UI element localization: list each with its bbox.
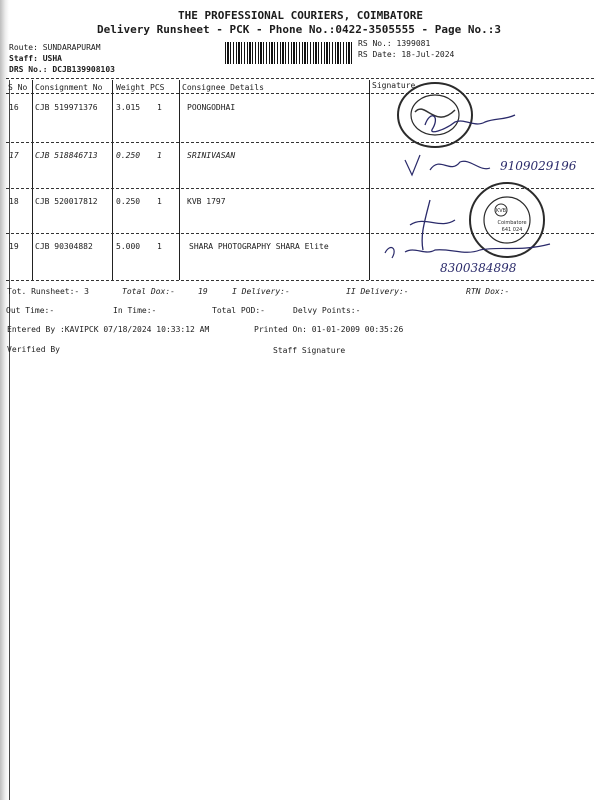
col-header-consignment: Consignment No — [35, 83, 103, 92]
rtn-dox: RTN Dox:- — [466, 287, 510, 296]
drs-label: DRS No.: — [9, 65, 48, 74]
staff-line — [9, 54, 62, 63]
col-header-consignee: Consignee Details — [182, 83, 264, 92]
column-divider — [112, 80, 113, 280]
signature-1-icon — [415, 100, 525, 140]
col-header-weight: Weight — [116, 83, 145, 92]
ii-delivery: II Delivery:- — [346, 287, 409, 296]
column-divider — [369, 80, 370, 280]
col-header-pcs: PCS — [150, 83, 165, 92]
staff-value: USHA — [42, 54, 62, 63]
runsheet-subtitle: Delivery Runsheet - PCK - Phone No.:0422-3505555 - Page No.:3 — [97, 23, 501, 36]
rs-no-line — [358, 39, 430, 48]
row-16-weight: 3.015 — [116, 103, 141, 112]
col-header-signature: Signature — [372, 81, 416, 90]
route-value: SUNDARAPURAM — [42, 43, 101, 52]
row-18-consignee: KVB 1797 — [187, 197, 226, 206]
row-17-pcs: 1 — [157, 151, 162, 160]
scan-edge-shadow — [0, 0, 9, 800]
column-divider — [179, 80, 180, 280]
rs-date-value: 18-Jul-2024 — [401, 50, 455, 59]
table-top-rule — [6, 78, 594, 79]
rs-no-label: RS No.: — [358, 39, 392, 48]
drs-line — [9, 65, 115, 74]
row-17-consignee: SRINIVASAN — [187, 151, 236, 160]
row-19-weight: 5.000 — [116, 242, 141, 251]
total-dox-value: 19 — [198, 287, 208, 296]
row-18-weight: 0.250 — [116, 197, 141, 206]
row-17-consignment: CJB 518846713 — [35, 151, 98, 160]
col-header-sno: S No — [8, 83, 28, 92]
row-19-pcs: 1 — [157, 242, 162, 251]
rs-no-value: 1399081 — [396, 39, 431, 48]
i-delivery: I Delivery:- — [232, 287, 290, 296]
row-19-consignment: CJB 90304882 — [35, 242, 93, 251]
column-divider — [32, 80, 33, 280]
in-time: In Time:- — [113, 306, 157, 315]
route-line — [9, 43, 101, 52]
barcode-image — [225, 42, 352, 64]
total-pod: Total POD:- — [212, 306, 265, 315]
signature-2-icon — [400, 150, 590, 180]
company-title: THE PROFESSIONAL COURIERS, COIMBATORE — [178, 9, 424, 22]
staff-label: Staff: — [9, 54, 38, 63]
rs-date-line — [358, 50, 454, 59]
total-dox-label: Total Dox:- — [122, 287, 175, 296]
out-time: Out Time:- — [6, 306, 55, 315]
staff-signature: Staff Signature — [273, 346, 346, 355]
entered-by: Entered By :KAVIPCK 07/18/2024 10:33:12 AM — [7, 325, 210, 334]
svg-text:KVB: KVB — [495, 208, 507, 214]
row-18-sno: 18 — [9, 197, 19, 206]
verified-by: Verified By — [7, 345, 60, 354]
table-bottom-rule — [6, 280, 594, 281]
drs-value: DCJB139908103 — [52, 65, 115, 74]
row-18-pcs: 1 — [157, 197, 162, 206]
row-17-weight: 0.250 — [116, 151, 141, 160]
signature-4-icon — [380, 238, 580, 278]
route-label: Route: — [9, 43, 38, 52]
row-16-consignment: CJB 519971376 — [35, 103, 98, 112]
printed-on: Printed On: 01-01-2009 00:35:26 — [254, 325, 404, 334]
row-19-consignee: SHARA PHOTOGRAPHY SHARA Elite — [189, 242, 329, 251]
row-separator — [6, 142, 594, 143]
row-16-sno: 16 — [9, 103, 19, 112]
rs-date-label: RS Date: — [358, 50, 397, 59]
stamp-code: 641 024 — [501, 227, 523, 233]
row-16-consignee: POONGODHAI — [187, 103, 236, 112]
svg-text:9109029196: 9109029196 — [500, 159, 577, 173]
row-17-sno: 17 — [9, 151, 19, 160]
row-18-consignment: CJB 520017812 — [35, 197, 98, 206]
tot-runsheet: Tot. Runsheet:- 3 — [7, 287, 89, 296]
row-19-sno: 19 — [9, 242, 19, 251]
signature-phone: 8300384898 — [440, 261, 517, 275]
stamp-branch: Coimbatore — [497, 220, 527, 226]
delvy-points: Delvy Points:- — [293, 306, 361, 315]
row-16-pcs: 1 — [157, 103, 162, 112]
table-header-rule — [6, 93, 594, 94]
